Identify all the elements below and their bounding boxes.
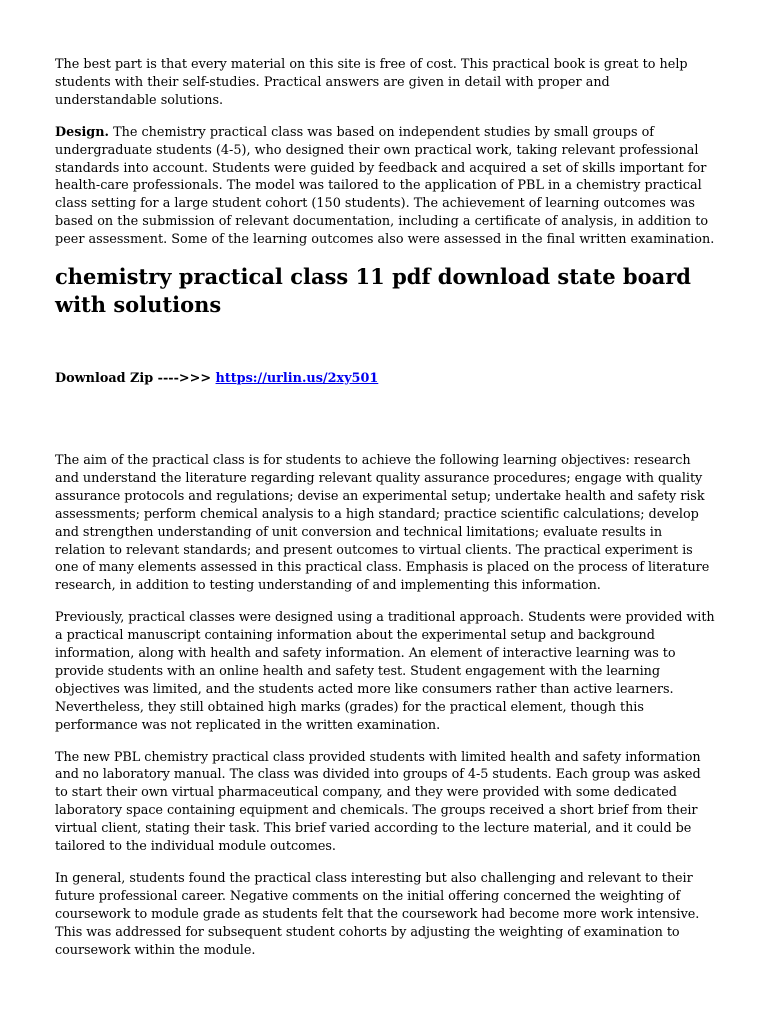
design-text: The chemistry practical class was based on independent studies by small groups of undergraduate students (4-5), who designed their own practical work, taking relevant professional standards into account. Students were guided by feedback and acquired a set of skills important for health-care professionals. The model was tailored to the application of PBL in a chemistry practical class setting for a large student cohort (150 students). The achievement of learning outcomes was based on the submission of relevant documentation, including a certificate of analysis, in addition to peer assessment. Some of the learning outcomes also were assessed in the final written examination. bbox=[55, 124, 715, 248]
intro-paragraph: The best part is that every material on this site is free of cost. This practical book is great to help students with their self-studies. Practical answers are given in detail with proper and understandable solutions. bbox=[55, 57, 688, 108]
page-heading: chemistry practical class 11 pdf download state board with solutions bbox=[55, 264, 691, 318]
download-label: Download Zip ---->>> bbox=[55, 371, 216, 387]
body-paragraph-general: In general, students found the practical class interesting but also challenging and relevant to their future professional career. Negative comments on the initial offering concerned the weighting of coursework to module grade as students felt that the coursework had become more work intensive. This was addressed for subsequent student cohorts by adjusting the weighting of examination to coursework within the module. bbox=[55, 871, 700, 958]
body-paragraph-aim: The aim of the practical class is for students to achieve the following learning objectives: research and understand the literature regarding relevant quality assurance procedures; engage with quality assurance protocols and regulations; devise an experimental setup; undertake health and safety risk assessments; perform chemical analysis to a high standard; practice scientific calculations; develop and strengthen understanding of unit conversion and technical limitations; evaluate results in relation to relevant standards; and present outcomes to virtual clients. The practical experiment is one of many elements assessed in this practical class. Emphasis is placed on the process of literature research, in addition to testing understanding of and implementing this information. bbox=[55, 452, 710, 594]
body-paragraph-new-pbl: The new PBL chemistry practical class provided students with limited health and safety information and no laboratory manual. The class was divided into groups of 4-5 students. Each group was asked to start their own virtual pharmaceutical company, and they were provided with some dedicated laboratory space containing equipment and chemicals. The groups received a short brief from their virtual client, stating their task. This brief varied according to the lecture material, and it could be tailored to the individual module outcomes. bbox=[55, 749, 701, 855]
download-line bbox=[55, 370, 715, 388]
design-label: Design. bbox=[55, 124, 110, 140]
document-page bbox=[55, 56, 715, 974]
download-link[interactable]: https://urlin.us/2xy501 bbox=[215, 371, 379, 387]
heading-wrap bbox=[55, 263, 715, 319]
body-paragraph-previously: Previously, practical classes were designed using a traditional approach. Students were provided with a practical manuscript containing information about the experimental setup and background information, along with health and safety information. An element of interactive learning was to provide students with an online health and safety test. Student engagement with the learning objectives was limited, and the students acted more like consumers rather than active learners. Nevertheless, they still obtained high marks (grades) for the practical element, though this performance was not replicated in the written examination. bbox=[55, 610, 715, 733]
design-paragraph bbox=[55, 124, 715, 249]
